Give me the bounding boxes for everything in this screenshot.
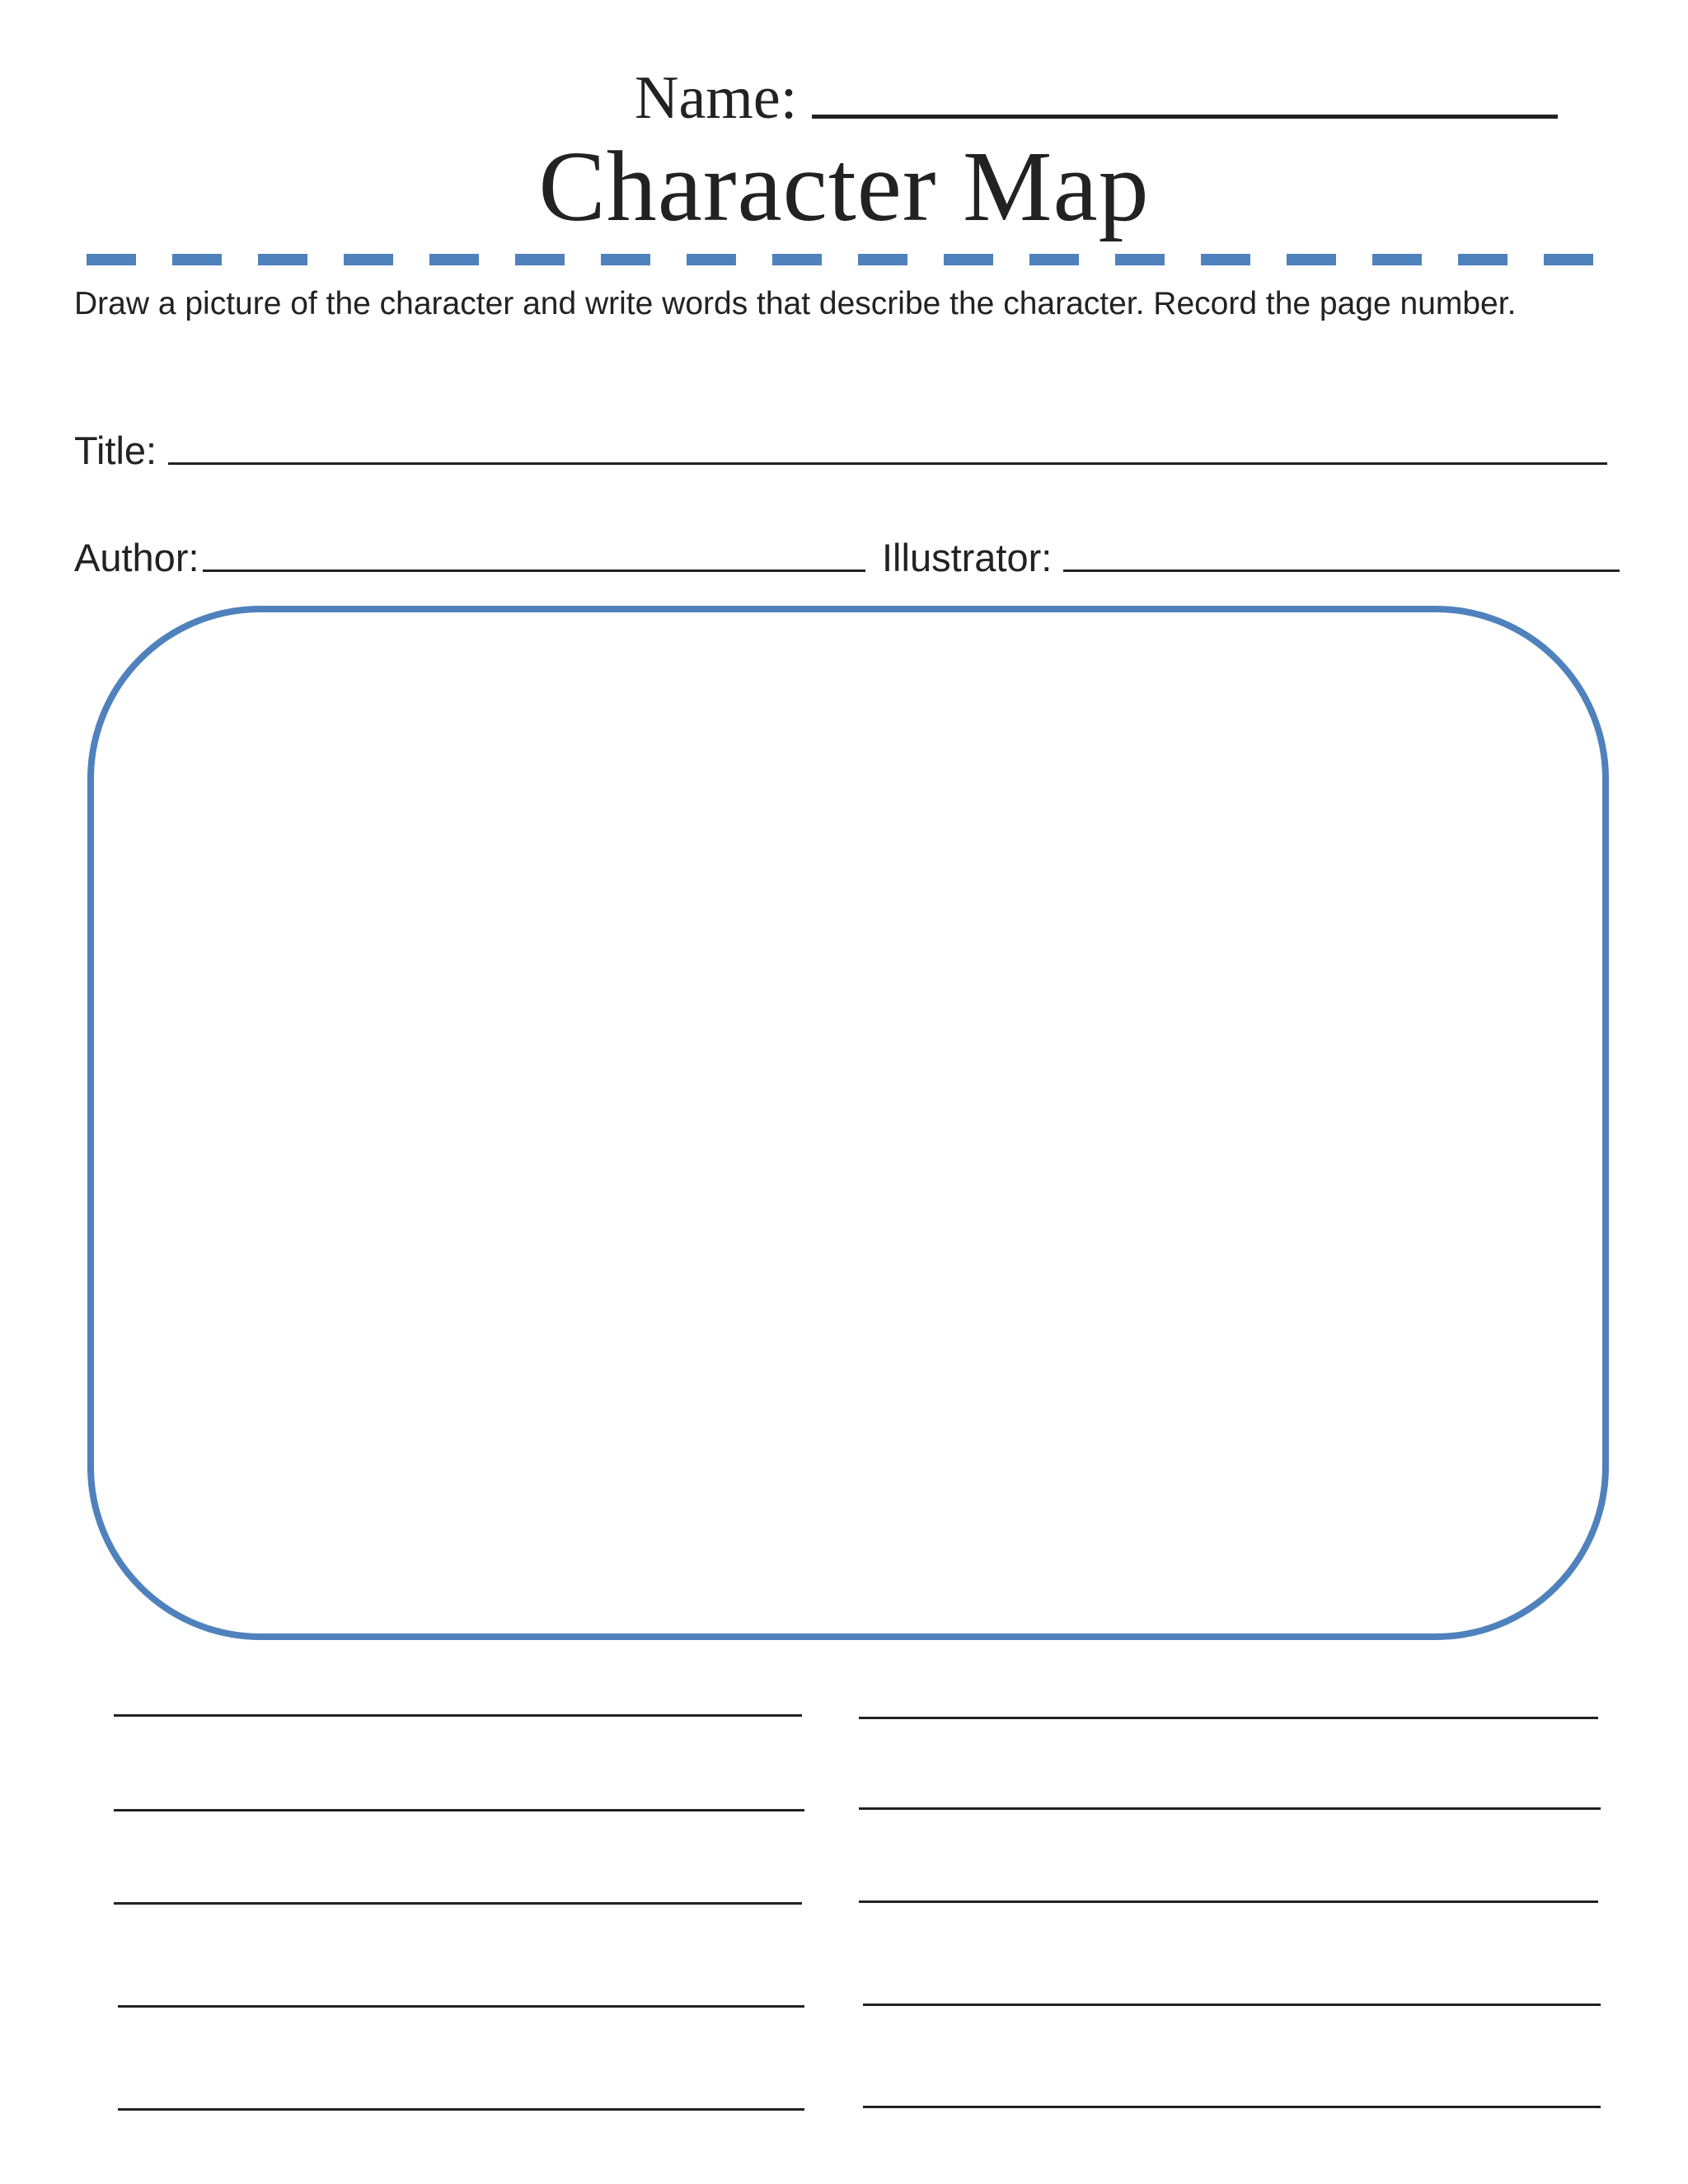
name-label: Name: <box>635 64 798 132</box>
title-field <box>74 420 1607 470</box>
word-line[interactable] <box>859 1717 1598 1719</box>
illustrator-line[interactable] <box>1063 569 1620 572</box>
dashed-divider <box>87 253 1595 266</box>
word-line[interactable] <box>114 1902 802 1905</box>
word-line[interactable] <box>118 2005 804 2008</box>
author-line[interactable] <box>203 569 865 572</box>
title-line[interactable] <box>168 462 1607 465</box>
author-field <box>74 527 865 577</box>
illustrator-field <box>882 527 1620 577</box>
author-label: Author: <box>74 536 199 579</box>
word-line[interactable] <box>863 2106 1601 2108</box>
word-line[interactable] <box>863 2004 1601 2006</box>
word-line[interactable] <box>118 2108 804 2111</box>
name-field <box>635 49 1558 132</box>
word-line[interactable] <box>114 1714 802 1717</box>
word-line[interactable] <box>114 1809 804 1811</box>
page-title: Character Map <box>538 131 1150 242</box>
drawing-box[interactable] <box>87 606 1609 1640</box>
word-line[interactable] <box>859 1807 1601 1810</box>
name-line[interactable] <box>812 115 1558 119</box>
title-label: Title: <box>74 429 157 472</box>
illustrator-label: Illustrator: <box>882 536 1053 579</box>
instructions-text: Draw a picture of the character and write words that describe the character. Record the page number. <box>74 286 1517 321</box>
word-line[interactable] <box>859 1900 1598 1903</box>
